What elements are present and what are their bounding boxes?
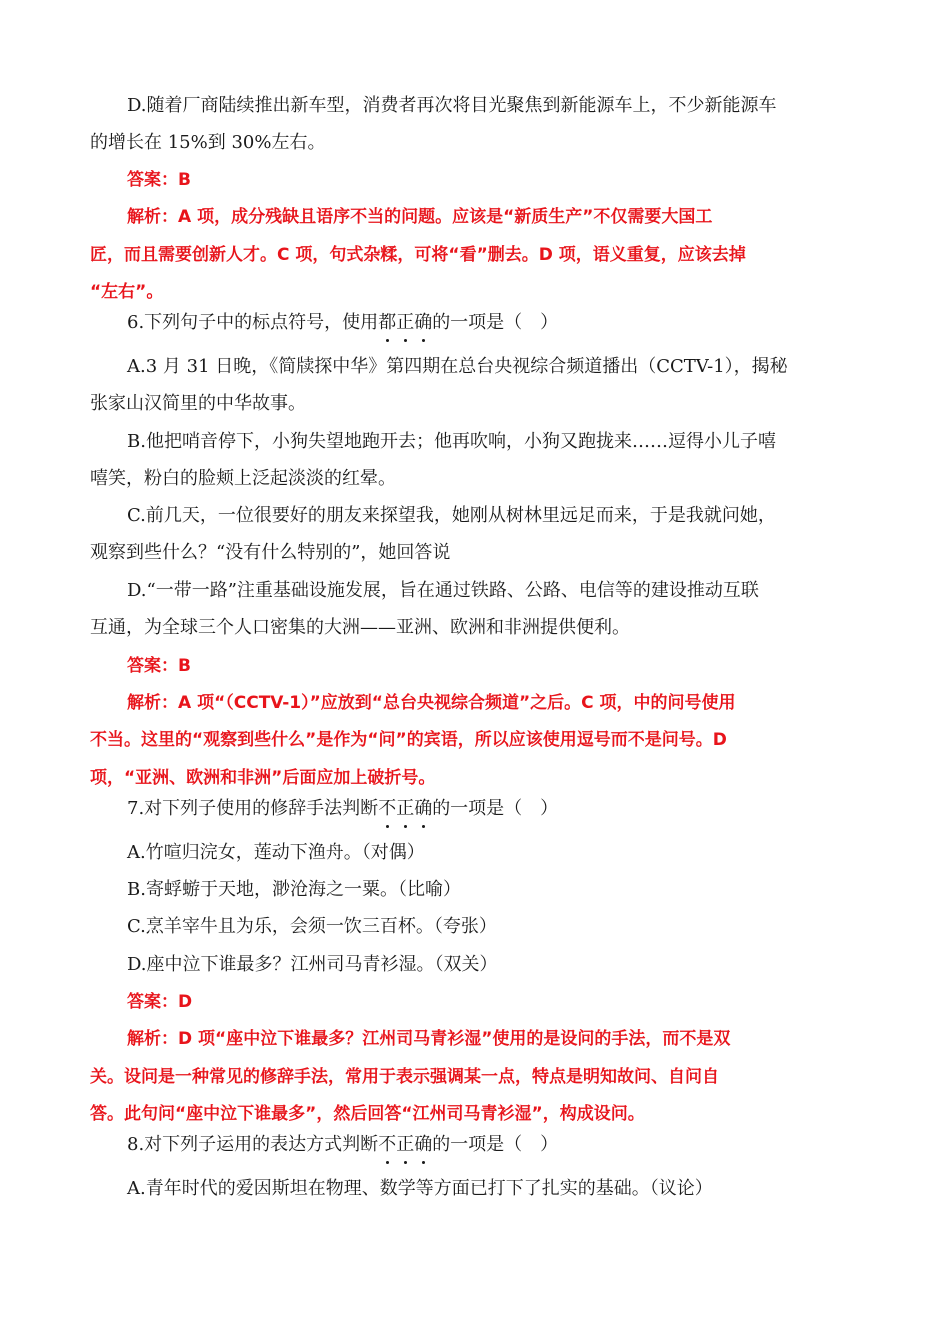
q6-explanation-line2: 不当。这里的“观察到些什么”是作为“问”的宾语，所以应该使用逗号而不是问号。D (90, 730, 727, 750)
q8-stem (127, 1133, 558, 1157)
q7-explanation-line1: 解析：D 项“座中泣下谁最多？江州司马青衫湿”使用的是设问的手法，而不是双 (127, 1029, 731, 1049)
q7-stem-text: 7.对下列子使用的修辞手法判断 (127, 798, 379, 819)
q5-option-d-line1: D.随着厂商陆续推出新车型，消费者再次将目光聚焦到新能源车上，不少新能源车 (127, 95, 777, 116)
emphasis-char: 正 (396, 1134, 415, 1155)
q6-stem-text: 6.下列句子中的标点符号，使用 (127, 312, 379, 333)
q6-option-a-line1: A.3 月 31 日晚，《简牍探中华》第四期在总台央视综合频道播出（CCTV-1），揭秘 (127, 356, 788, 377)
q5-explanation-line1: 解析：A 项，成分残缺且语序不当的问题。应该是“新质生产”不仅需要大国工 (127, 207, 713, 227)
q6-option-a-line2: 张家山汉简里的中华故事。 (90, 393, 306, 414)
emphasis-char: 确 (414, 1134, 433, 1155)
q5-explanation-line3: “左右”。 (90, 282, 164, 302)
q5-option-d-line2: 的增长在 15%到 30%左右。 (90, 132, 326, 153)
emphasis-char: 不 (378, 1134, 397, 1155)
q5-explanation-line2: 匠，而且需要创新人才。C 项，句式杂糅，可将“看”删去。D 项，语义重复，应该去掉 (90, 245, 746, 265)
q7-option-c: C.烹羊宰牛且为乐，会须一饮三百杯。（夸张） (127, 916, 497, 937)
q8-option-a: A.青年时代的爱因斯坦在物理、数学等方面已打下了扎实的基础。（议论） (127, 1178, 713, 1199)
q6-explanation-line3: 项，“亚洲、欧洲和非洲”后面应加上破折号。 (90, 768, 436, 788)
emphasis-char: 确 (414, 798, 433, 819)
q7-option-b: B.寄蜉蝣于天地，渺沧海之一粟。（比喻） (127, 879, 461, 900)
emphasis-char: 正 (396, 798, 415, 819)
q6-option-d-line1: D.“一带一路”注重基础设施发展，旨在通过铁路、公路、电信等的建设推动互联 (127, 580, 759, 601)
emphasis-char: 确 (414, 312, 433, 333)
q7-option-a: A.竹喧归浣女，莲动下渔舟。（对偶） (127, 842, 425, 863)
emphasis-char: 不 (378, 798, 397, 819)
q5-answer: 答案：B (127, 170, 191, 190)
q6-option-b-line2: 嘻笑，粉白的脸颊上泛起淡淡的红晕。 (90, 468, 396, 489)
q6-explanation-line1: 解析：A 项“（CCTV-1）”应放到“总台央视综合频道”之后。C 项，中的问号使用 (127, 693, 736, 713)
q8-stem-text: 8.对下列子运用的表达方式判断 (127, 1134, 379, 1155)
q6-stem (127, 311, 558, 335)
q7-stem-tail: 的一项是（ ） (432, 798, 559, 819)
q8-stem-tail: 的一项是（ ） (432, 1134, 559, 1155)
q6-option-c-line1: C.前几天，一位很要好的朋友来探望我，她刚从树林里远足而来，于是我就问她， (127, 505, 776, 526)
emphasis-char: 都 (378, 312, 397, 333)
q7-option-d: D.座中泣下谁最多？江州司马青衫湿。（双关） (127, 954, 498, 975)
q7-explanation-line2: 关。设问是一种常见的修辞手法，常用于表示强调某一点，特点是明知故问、自问自 (90, 1067, 719, 1087)
q6-option-d-line2: 互通，为全球三个人口密集的大洲——亚洲、欧洲和非洲提供便利。 (90, 617, 630, 638)
q7-explanation-line3: 答。此句问“座中泣下谁最多”，然后回答“江州司马青衫湿”，构成设问。 (90, 1104, 645, 1124)
q6-option-b-line1: B.他把哨音停下，小狗失望地跑开去；他再吹响，小狗又跑拢来……逗得小儿子嘻 (127, 431, 776, 452)
q6-option-c-line2: 观察到些什么？“没有什么特别的”，她回答说 (90, 542, 451, 563)
q6-stem-tail: 的一项是（ ） (432, 312, 559, 333)
q7-stem (127, 797, 558, 821)
q7-answer: 答案：D (127, 992, 193, 1012)
q6-answer: 答案：B (127, 656, 191, 676)
emphasis-char: 正 (396, 312, 415, 333)
